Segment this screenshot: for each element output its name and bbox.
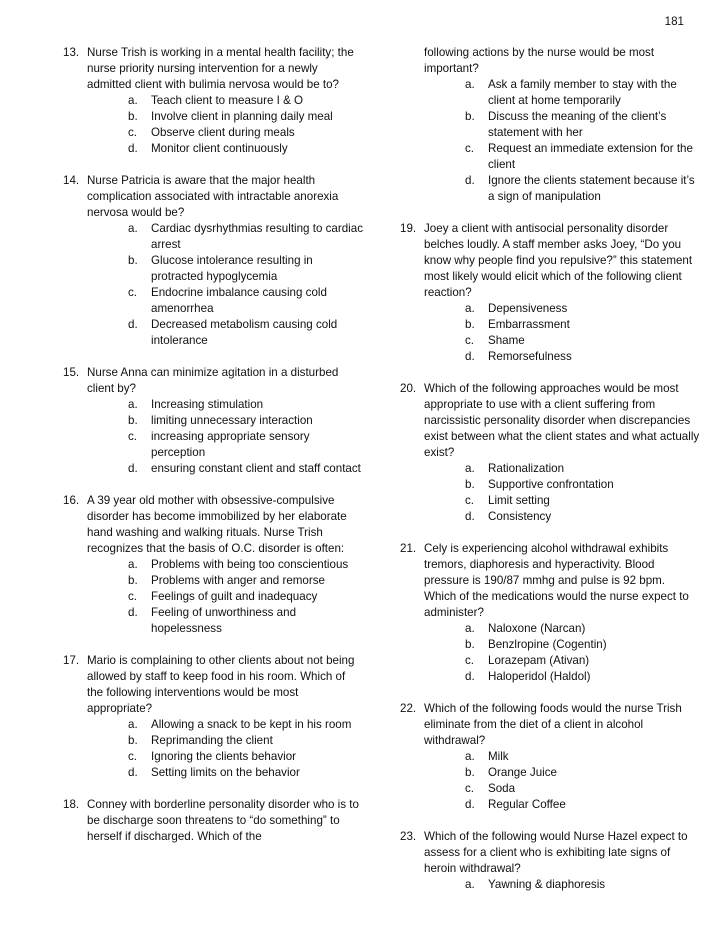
answer-option [424, 77, 700, 109]
option-text: Benzlropine (Cogentin) [488, 638, 607, 651]
option-list [87, 717, 363, 781]
question-number: 13. [63, 46, 80, 59]
option-text: Regular Coffee [488, 798, 566, 811]
option-text: Glucose intolerance resulting in protracted hypoglycemia [151, 254, 313, 283]
option-text: increasing appropriate sensory perception [151, 430, 310, 459]
question-number: 15. [63, 366, 80, 379]
answer-option [87, 429, 363, 461]
option-text: ensuring constant client and staff contact [151, 462, 361, 475]
option-letter: b. [128, 734, 138, 747]
answer-option [87, 253, 363, 285]
question-stem: Nurse Anna can minimize agitation in a disturbed client by? [87, 366, 339, 395]
option-text: Allowing a snack to be kept in his room [151, 718, 352, 731]
answer-option [87, 397, 363, 413]
option-text: Naloxone (Narcan) [488, 622, 586, 635]
option-letter: b. [465, 318, 475, 331]
answer-option [87, 573, 363, 589]
question-number: 19. [400, 222, 417, 235]
answer-option [424, 797, 700, 813]
answer-option [424, 477, 700, 493]
question-number: 22. [400, 702, 417, 715]
option-letter: d. [465, 174, 475, 187]
question-stem: Conney with borderline personality disorder who is to be discharge soon threatens to “do something” to herself if discharged. Which of the [87, 798, 359, 843]
answer-option [87, 125, 363, 141]
option-letter: b. [465, 638, 475, 651]
question-stem: Which of the following foods would the nurse Trish eliminate from the diet of a client in alcohol withdrawal? [424, 702, 682, 747]
answer-option [424, 493, 700, 509]
option-text: Involve client in planning daily meal [151, 110, 333, 123]
answer-option [424, 333, 700, 349]
question-stem: Mario is complaining to other clients about not being allowed by staff to keep food in his room. Which of the following interventions would be most appropriate? [87, 654, 355, 715]
answer-option [87, 109, 363, 125]
question-stem: following actions by the nurse would be most important? [424, 46, 655, 75]
option-letter: a. [128, 558, 138, 571]
option-letter: a. [128, 222, 138, 235]
question-13 [63, 45, 363, 157]
option-list [424, 877, 700, 893]
question-14 [63, 173, 363, 349]
question-number: 18. [63, 798, 80, 811]
answer-option [424, 877, 700, 893]
answer-option [424, 669, 700, 685]
question-stem: Joey a client with antisocial personality disorder belches loudly. A staff member asks Joey, “Do you know why people find you repulsive?” this statement most likely would elicit which of the following client reaction? [424, 222, 693, 299]
option-text: Monitor client continuously [151, 142, 288, 155]
question-20 [400, 381, 700, 525]
answer-option [87, 557, 363, 573]
option-letter: d. [128, 766, 138, 779]
question-number: 16. [63, 494, 80, 507]
answer-option [424, 317, 700, 333]
answer-option [424, 765, 700, 781]
answer-option [87, 749, 363, 765]
option-letter: d. [128, 318, 138, 331]
question-17 [63, 653, 363, 781]
answer-option [424, 749, 700, 765]
question-16 [63, 493, 363, 637]
answer-option [87, 221, 363, 253]
option-letter: a. [465, 302, 475, 315]
option-letter: b. [128, 254, 138, 267]
option-letter: c. [128, 590, 138, 603]
answer-option [424, 461, 700, 477]
option-text: Orange Juice [488, 766, 557, 779]
option-text: Teach client to measure I & O [151, 94, 304, 107]
option-text: Request an immediate extension for the client [488, 142, 693, 171]
option-text: Observe client during meals [151, 126, 295, 139]
question-number: 20. [400, 382, 417, 395]
option-letter: c. [465, 334, 475, 347]
answer-option [424, 301, 700, 317]
option-text: Feelings of guilt and inadequacy [151, 590, 318, 603]
option-text: Shame [488, 334, 525, 347]
option-letter: d. [128, 462, 138, 475]
answer-option [87, 317, 363, 349]
answer-option [87, 589, 363, 605]
option-letter: a. [465, 878, 475, 891]
option-letter: a. [128, 398, 138, 411]
question-15 [63, 365, 363, 477]
option-list [424, 621, 700, 685]
answer-option [87, 733, 363, 749]
option-list [87, 397, 363, 477]
answer-option [424, 637, 700, 653]
option-letter: c. [465, 782, 475, 795]
option-letter: c. [465, 142, 475, 155]
option-text: Limit setting [488, 494, 550, 507]
option-letter: d. [128, 142, 138, 155]
option-letter: a. [128, 718, 138, 731]
option-list [424, 301, 700, 365]
question-stem: Nurse Trish is working in a mental health facility; the nurse priority nursing intervention for a newly admitted client with bulimia nervosa would be to? [87, 46, 354, 91]
option-letter: b. [465, 766, 475, 779]
option-text: Milk [488, 750, 509, 763]
option-text: Depensiveness [488, 302, 568, 315]
option-letter: c. [128, 430, 138, 443]
question-number: 23. [400, 830, 417, 843]
option-text: Yawning & diaphoresis [488, 878, 606, 891]
answer-option [87, 461, 363, 477]
option-text: Soda [488, 782, 516, 795]
question-22 [400, 701, 700, 813]
option-text: Problems with being too conscientious [151, 558, 349, 571]
option-list [87, 557, 363, 637]
option-letter: d. [465, 798, 475, 811]
question-number: 21. [400, 542, 417, 555]
option-text: Embarrassment [488, 318, 570, 331]
answer-option [424, 349, 700, 365]
question-23 [400, 829, 700, 893]
option-text: Ask a family member to stay with the client at home temporarily [488, 78, 677, 107]
question-number: 17. [63, 654, 80, 667]
option-letter: c. [128, 286, 138, 299]
option-letter: c. [465, 654, 475, 667]
option-text: Supportive confrontation [488, 478, 614, 491]
option-list [87, 93, 363, 157]
option-text: Problems with anger and remorse [151, 574, 325, 587]
question-stem: Cely is experiencing alcohol withdrawal exhibits tremors, diaphoresis and hyperactivity. Blood pressure is 190/87 mmhg and pulse is 92 bpm. Which of the medications would the nurse expect to administer? [424, 542, 689, 619]
option-text: Discuss the meaning of the client’s statement with her [488, 110, 667, 139]
answer-option [87, 285, 363, 317]
option-list [424, 461, 700, 525]
option-letter: c. [465, 494, 475, 507]
option-letter: c. [128, 126, 138, 139]
option-letter: b. [128, 414, 138, 427]
option-list [424, 77, 700, 205]
option-letter: a. [128, 94, 138, 107]
option-text: Cardiac dysrhythmias resulting to cardiac arrest [151, 222, 363, 251]
question-stem: Nurse Patricia is aware that the major health complication associated with intractable anorexia nervosa would be? [87, 174, 339, 219]
answer-option [87, 93, 363, 109]
answer-option [424, 621, 700, 637]
question-stem: A 39 year old mother with obsessive-compulsive disorder has become immobilized by her elaborate hand washing and walking rituals. Nurse Trish recognizes that the basis of O.C. disorder is often: [87, 494, 347, 555]
option-text: Endocrine imbalance causing cold amenorrhea [151, 286, 327, 315]
option-text: Increasing stimulation [151, 398, 264, 411]
option-text: Setting limits on the behavior [151, 766, 300, 779]
answer-option [424, 781, 700, 797]
answer-option [87, 765, 363, 781]
answer-option [424, 109, 700, 141]
option-text: Reprimanding the client [151, 734, 273, 747]
option-text: Ignore the clients statement because it’s a sign of manipulation [488, 174, 695, 203]
page-number: 181 [664, 15, 684, 28]
option-text: limiting unnecessary interaction [151, 414, 313, 427]
option-text: Haloperidol (Haldol) [488, 670, 591, 683]
option-text: Rationalization [488, 462, 565, 475]
question-21 [400, 541, 700, 685]
option-list [87, 221, 363, 349]
option-text: Remorsefulness [488, 350, 572, 363]
question-19 [400, 221, 700, 365]
question-18 [63, 797, 363, 845]
answer-option [424, 141, 700, 173]
question-stem: Which of the following approaches would be most appropriate to use with a client suffering from narcissistic personality disorder when discrepancies exist between what the client states and what actually exist? [424, 382, 700, 459]
option-letter: b. [465, 478, 475, 491]
option-letter: a. [465, 462, 475, 475]
question-18-continuation [400, 45, 700, 205]
option-letter: b. [465, 110, 475, 123]
option-letter: a. [465, 78, 475, 91]
option-text: Feeling of unworthiness and hopelessness [151, 606, 297, 635]
option-text: Lorazepam (Ativan) [488, 654, 590, 667]
option-text: Decreased metabolism causing cold intolerance [151, 318, 338, 347]
answer-option [87, 413, 363, 429]
option-text: Consistency [488, 510, 552, 523]
option-letter: c. [128, 750, 138, 763]
answer-option [424, 653, 700, 669]
answer-option [424, 509, 700, 525]
option-letter: d. [465, 510, 475, 523]
option-list [424, 749, 700, 813]
left-column [63, 45, 363, 861]
option-letter: a. [465, 622, 475, 635]
right-column [400, 45, 700, 909]
option-letter: d. [465, 670, 475, 683]
option-letter: a. [465, 750, 475, 763]
answer-option [87, 141, 363, 157]
question-number: 14. [63, 174, 80, 187]
answer-option [87, 605, 363, 637]
question-stem: Which of the following would Nurse Hazel expect to assess for a client who is exhibiting late signs of heroin withdrawal? [424, 830, 688, 875]
option-letter: d. [128, 606, 138, 619]
option-letter: b. [128, 574, 138, 587]
option-letter: b. [128, 110, 138, 123]
option-letter: d. [465, 350, 475, 363]
answer-option [424, 173, 700, 205]
answer-option [87, 717, 363, 733]
option-text: Ignoring the clients behavior [151, 750, 297, 763]
